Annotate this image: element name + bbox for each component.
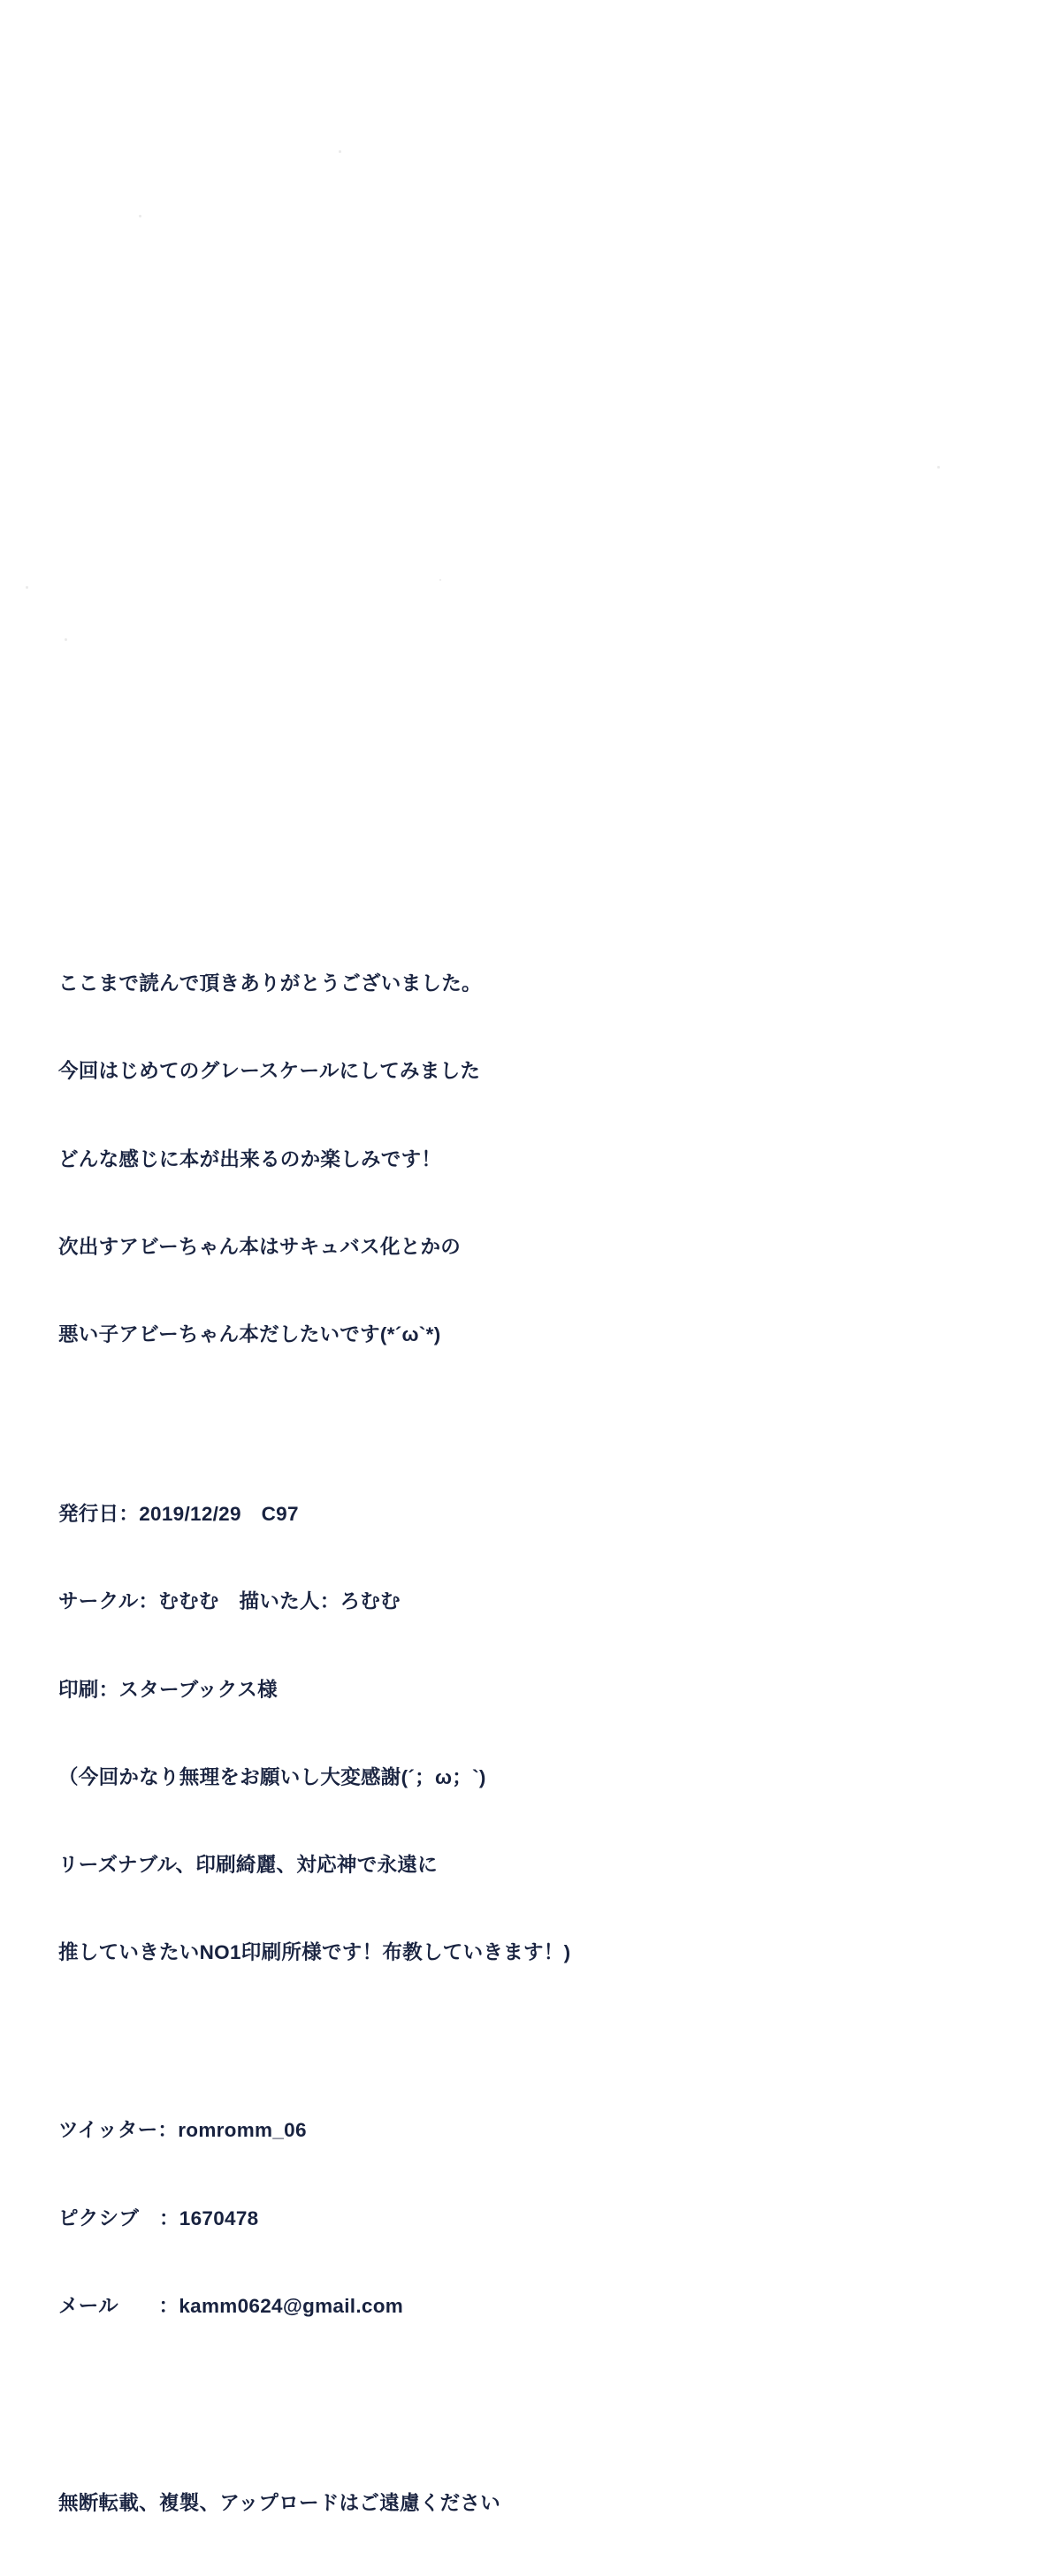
spacer-after-afterword xyxy=(58,1407,943,1441)
spacer-after-contact xyxy=(58,2379,943,2430)
credits-block xyxy=(58,1441,943,2025)
contact-block xyxy=(58,2057,943,2379)
paper-speckle xyxy=(339,150,341,153)
afterword-line-3: どんな感じに本が出来るのか楽しみです！ xyxy=(58,1147,442,1170)
colophon xyxy=(58,911,943,2576)
paper-speckle xyxy=(65,638,67,641)
afterword-line-1: ここまで読んで頂きありがとうございました。 xyxy=(58,972,482,995)
printer-note-line-3: 推していきたいNO1印刷所様です！布教していきます！) xyxy=(58,1941,571,1964)
printer-note-line-2: リーズナブル、印刷綺麗、対応神で永遠に xyxy=(58,1853,438,1876)
spacer-after-credits xyxy=(58,2025,943,2057)
printer-note-line-1: （今回かなり無理をお願いし大変感謝(´；ω；`) xyxy=(58,1765,486,1788)
afterword-block xyxy=(58,911,943,1407)
circle-line: サークル：むむむ 描いた人：ろむむ xyxy=(58,1590,401,1613)
mail-line: メール ：kamm0624@gmail.com xyxy=(58,2294,404,2317)
reprint-notice xyxy=(58,2430,943,2576)
paper-speckle xyxy=(937,466,940,469)
paper-speckle xyxy=(139,215,141,217)
printer-line: 印刷：スターブックス様 xyxy=(58,1678,278,1701)
reprint-notice-text: 無断転載、複製、アップロードはご遠慮ください xyxy=(58,2492,501,2515)
afterword-line-2: 今回はじめてのグレースケールにしてみました xyxy=(58,1060,481,1083)
publish-date-line: 発行日：2019/12/29 C97 xyxy=(58,1503,299,1526)
pixiv-line: ピクシブ ：1670478 xyxy=(58,2206,259,2229)
paper-speckle xyxy=(439,579,441,581)
afterword-line-5: 悪い子アビーちゃん本だしたいです(*´ω`*) xyxy=(58,1322,441,1345)
paper-speckle xyxy=(26,586,28,589)
twitter-line: ツイッター：romromm_06 xyxy=(58,2119,307,2142)
afterword-line-4: 次出すアビーちゃん本はサキュバス化とかの xyxy=(58,1235,462,1258)
